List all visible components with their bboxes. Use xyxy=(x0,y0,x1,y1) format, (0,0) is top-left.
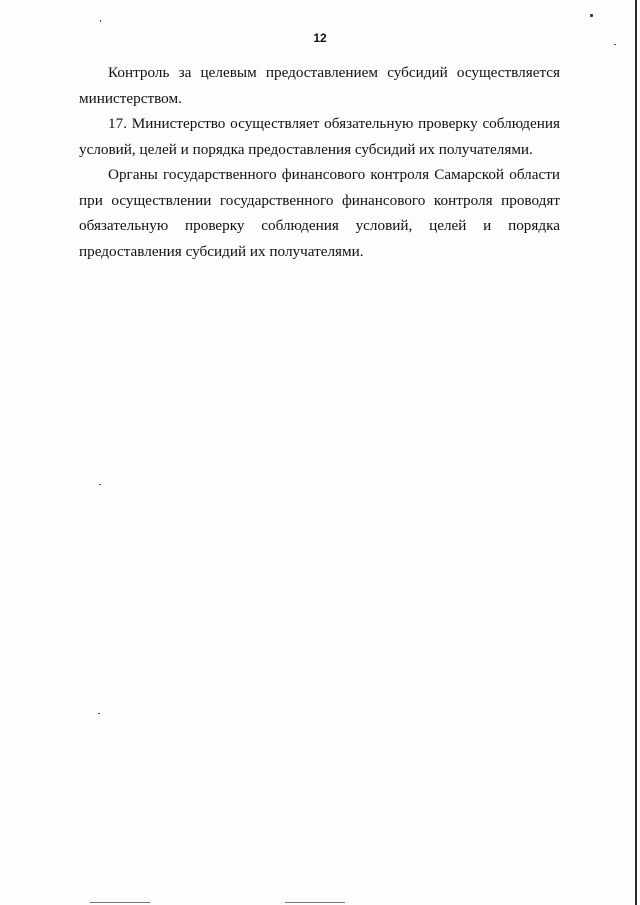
scan-edge xyxy=(635,0,637,905)
scan-speck xyxy=(100,20,101,22)
paragraph-17: 17. Министерство осуществляет обязательную проверку соблюдения условий, целей и порядка предоставления субсидий их получателями. xyxy=(79,115,560,158)
scan-speck xyxy=(99,484,101,485)
scan-speck xyxy=(590,14,593,17)
paragraph-financial-control: Органы государственного финансового контроля Самарской области при осуществлении государственного финансового контроля проводят обязательную проверку соблюдения условий, целей и порядка предоставления субсидий их получателями. xyxy=(79,166,560,260)
scan-speck xyxy=(98,713,100,714)
page-number: 12 xyxy=(313,31,327,45)
scan-edge xyxy=(285,902,345,903)
paragraph-control: Контроль за целевым предоставлением субсидий осуществляется министерством. xyxy=(79,64,560,107)
document-body xyxy=(79,60,560,264)
scan-speck xyxy=(614,44,616,45)
scan-edge xyxy=(90,902,150,903)
